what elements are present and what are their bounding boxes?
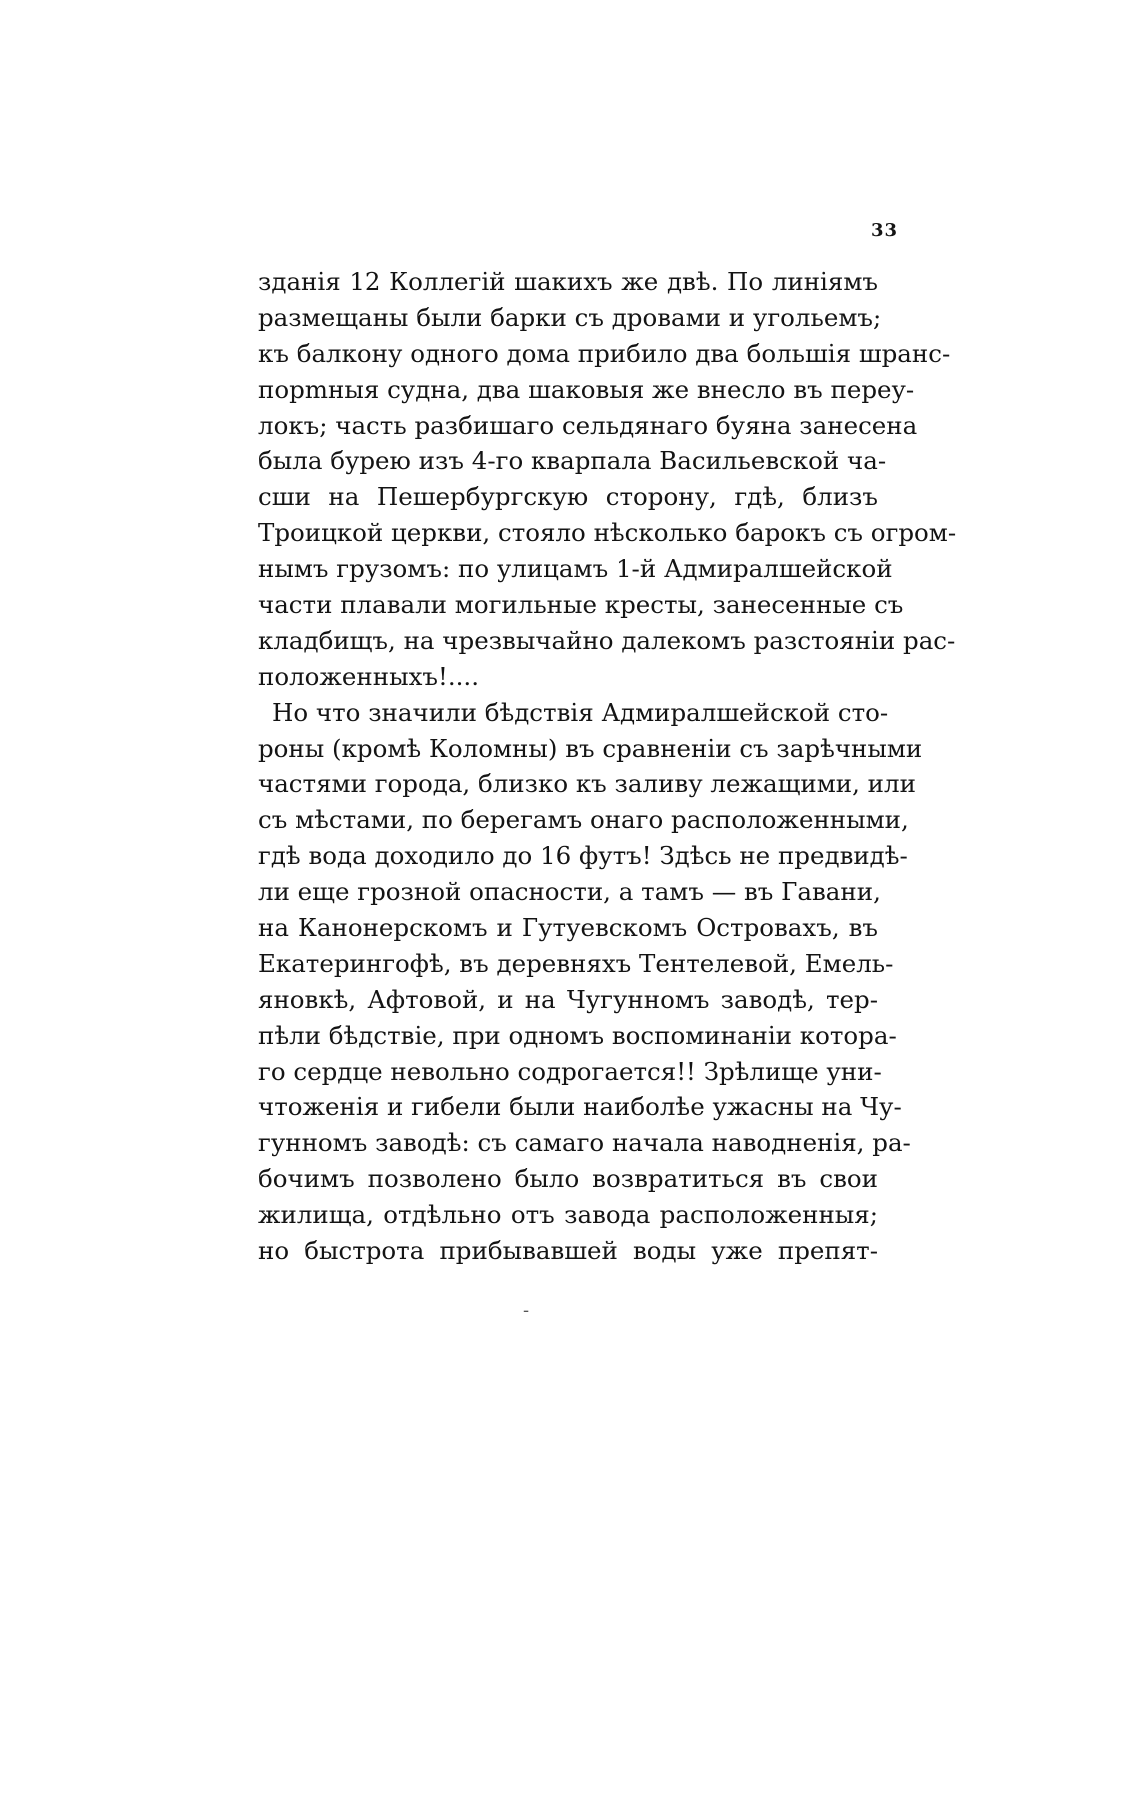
text-line: размещаны были барки съ дровами и угольемъ; — [258, 302, 882, 332]
text-line: пѣли бѣдствіе, при одномъ воспоминаніи котора- — [258, 1020, 897, 1050]
body-text — [258, 264, 957, 1269]
text-line: сши на Пешербургскую сторону, гдѣ, близъ — [258, 482, 878, 512]
text-line: чтоженія и гибели были наиболѣе ужасны на Чу- — [258, 1092, 902, 1122]
text-line: гдѣ вода доходило до 16 футъ! Здѣсь не предвидѣ- — [258, 841, 908, 871]
text-line: нымъ грузомъ: по улицамъ 1-й Адмиралшейской — [258, 554, 893, 584]
scan-speck-mark: - — [523, 1300, 530, 1321]
text-line: локъ; часть разбишаго сельдянаго буяна занесена — [258, 410, 918, 440]
text-line: къ балкону одного дома прибило два большія шранс- — [258, 338, 951, 368]
text-line: ли еще грозной опасности, а тамъ — въ Гавани, — [258, 877, 881, 907]
text-line: съ мѣстами, по берегамъ онаго расположенными, — [258, 805, 909, 835]
paragraph-start-line: Но что значили бѣдствія Адмиралшейской сто- — [272, 697, 889, 727]
text-line: го сердце невольно содрогается!! Зрѣлище уни- — [258, 1056, 882, 1086]
text-line: частями города, близко къ заливу лежащими, или — [258, 769, 916, 799]
text-line: Екатерингофѣ, въ деревняхъ Тентелевой, Емель- — [258, 948, 894, 978]
text-line: яновкѣ, Афтовой, и на Чугунномъ заводѣ, тер- — [258, 984, 878, 1014]
paragraph-end-line: положенныхъ!.... — [258, 661, 479, 691]
text-line: зданія 12 Коллегій шакихъ же двѣ. По линіямъ — [258, 267, 878, 296]
text-line: но быстрота прибывавшей воды уже препят- — [258, 1236, 878, 1266]
text-line: порmныя судна, два шаковыя же внесло въ переу- — [258, 374, 915, 404]
text-line: была бурею изъ 4-го кварпала Васильевской ча- — [258, 446, 887, 476]
text-line: гунномъ заводѣ: съ самаго начала наводненія, ра- — [258, 1128, 911, 1158]
text-line: части плавали могильные кресты, занесенные съ — [258, 590, 904, 620]
text-line: жилища, отдѣльно отъ завода расположенныя; — [258, 1200, 878, 1230]
text-line: Троицкой церкви, стояло нѣсколько барокъ съ огром- — [258, 518, 957, 548]
page-number: 33 — [870, 220, 898, 241]
text-line: бочимъ позволено было возвратиться въ свои — [258, 1164, 878, 1194]
text-line: на Канонерскомъ и Гутуевскомъ Островахъ, въ — [258, 913, 878, 943]
text-line: роны (кромѣ Коломны) въ сравненіи съ зарѣчными — [258, 733, 923, 763]
text-line: кладбищъ, на чрезвычайно далекомъ разстояніи рас- — [258, 625, 956, 655]
